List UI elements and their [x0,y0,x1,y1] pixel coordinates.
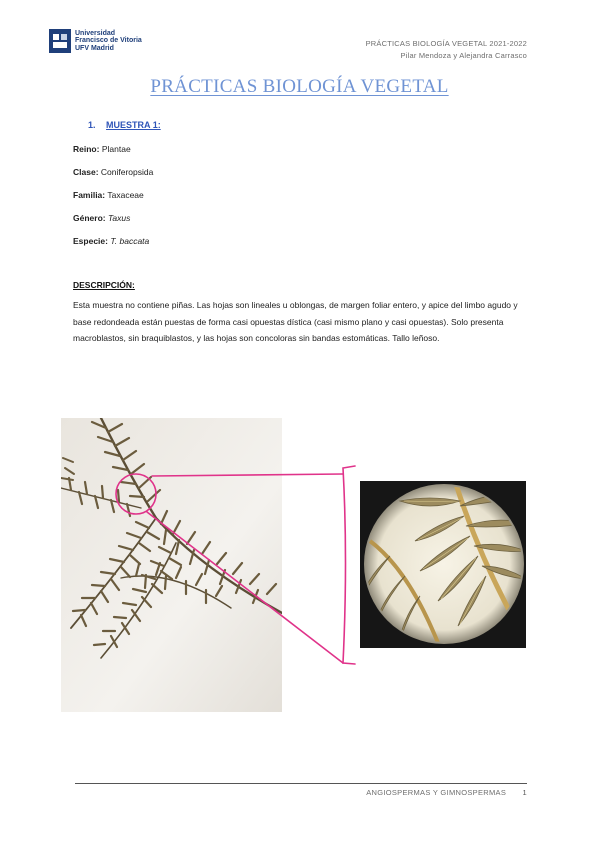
field-value: Taxaceae [107,190,144,200]
section-number: 1. [88,120,96,130]
footer-text: ANGIOSPERMAS Y GIMNOSPERMAS [366,788,507,797]
logo-text: Universidad Francisco de Vitoria UFV Madrid [75,29,142,52]
microscope-illustration [360,481,526,648]
field-label: Reino [73,144,97,154]
yew-branch-photo [61,418,282,712]
microscope-leaf-detail-photo [360,481,526,648]
section-label: MUESTRA 1: [106,120,161,130]
logo-mark-icon [49,29,71,53]
section-heading [88,120,161,130]
field-value: T. baccata [110,236,150,246]
field-value: Plantae [101,144,131,154]
footer-divider [75,783,527,784]
description-heading: DESCRIPCIÓN: [73,280,135,290]
field-genero: Género: Taxus [73,213,131,223]
field-value: Coniferopsida [100,167,154,177]
field-familia: Familia: Taxaceae [73,190,144,200]
field-label: Género [73,213,103,223]
field-especie: Especie: T. baccata [73,236,150,246]
description-text: Esta muestra no contiene piñas. Las hojas son lineales u oblongas, de margen foliar entero, y apice del limbo agudo y base redondeada están puestas de forma casi opuestas dística (casi mismo plano y casi opuestas). Solo presenta macroblastos, sin braquiblastos, y las hojas son concoloras sin bandas estomáticas. Tallo leñoso. [73,300,518,343]
branch-illustration [61,418,282,712]
field-reino: Reino: Plantae [73,144,131,154]
header-info [366,38,527,62]
field-value: Taxus [107,213,131,223]
header-course: PRÁCTICAS BIOLOGÍA VEGETAL 2021-2022 [365,39,527,48]
field-label: Especie [73,236,106,246]
page-number: 1 [522,788,527,797]
page-title: PRÁCTICAS BIOLOGÍA VEGETAL [150,76,449,97]
bracket-shape [343,466,355,664]
field-label: Clase [73,167,96,177]
field-label: Familia [73,190,103,200]
header-authors: Pilar Mendoza y Alejandra Carrasco [400,51,527,60]
university-logo [49,28,149,54]
field-clase: Clase: Coniferopsida [73,167,154,177]
footer [366,788,527,797]
